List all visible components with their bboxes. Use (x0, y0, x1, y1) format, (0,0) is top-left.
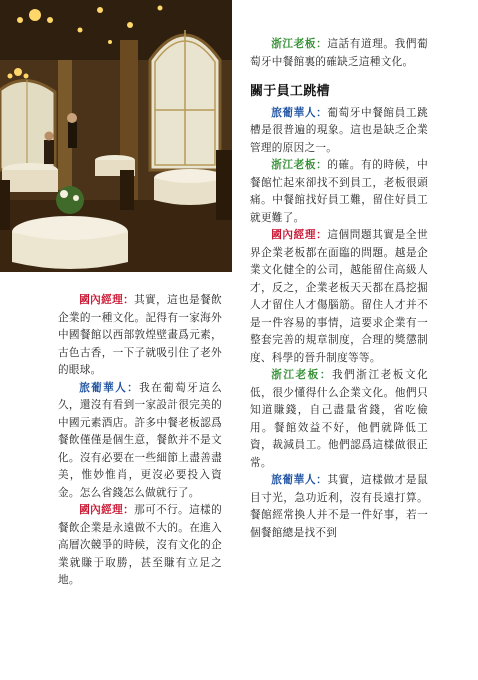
restaurant-photo-illustration (0, 0, 232, 272)
dialogue-text: 那可不行。這樣的餐飲企業是永遠做不大的。在進入高層次競爭的時候，沒有文化的企業就賺于取勝，甚至賺有立足之地。 (58, 504, 222, 586)
dialogue-text: 我在葡萄牙這么久，還沒有看到一家設計很完美的中國元素酒店。許多中餐老板認爲餐飲僅僅是個生意，餐飲并不是文化。沒有必要在一些細節上盡善盡美，惟妙惟肖，更沒必要投入資金。怎么省錢怎么做就行了。 (58, 381, 222, 499)
dialogue-paragraph (58, 292, 222, 380)
dialogue-text: 其實，這也是餐飲企業的一種文化。記得有一家海外中國餐館以西部敦煌壁畫爲元素，古色古香，一下子就吸引住了老外的眼球。 (58, 294, 222, 376)
speaker-label: 國內經理： (271, 229, 328, 241)
speaker-label: 浙江老板： (271, 369, 332, 381)
section-heading: 關于員工跳槽 (250, 84, 330, 99)
speaker-label: 浙江老板： (271, 38, 328, 50)
dialogue-paragraph (250, 227, 428, 367)
dialogue-text: 這個問題其實是全世界企業老板都在面臨的問題。越是企業文化健全的公司，越能留住高級人才，反之，企業老板天天都在爲挖掘人才留住人才傷腦筋。留住人才并不是一件容易的事情，這要求企業有一整套完善的規章制度，合理的獎懲制度、科學的晉升制度等等。 (250, 229, 428, 364)
dialogue-text: 其實，這樣做才是鼠目寸光，急功近利，沒有長遠打算。餐館經常換人并不是一件好事，若一個餐館總是找不到 (250, 474, 428, 539)
dialogue-text: 葡萄牙中餐館員工跳槽是很普遍的現象。這也是缺乏企業管理的原因之一。 (250, 106, 428, 154)
restaurant-interior-photo (0, 0, 232, 272)
speaker-label: 旅葡華人： (271, 106, 328, 119)
speaker-label: 旅葡華人： (79, 381, 140, 394)
dialogue-text: 的確。有的時候，中餐館忙起來卻找不到員工，老板很頭痛。中餐館找好員工難，留住好員工就更難了。 (250, 159, 428, 224)
dialogue-paragraph (250, 36, 428, 71)
dialogue-paragraph (58, 502, 222, 590)
dialogue-paragraph (250, 367, 428, 472)
speaker-label: 旅葡華人： (271, 474, 328, 486)
dialogue-text: 這話有道理。我們葡萄牙中餐館裏的確缺乏這種文化。 (250, 38, 428, 68)
dialogue-paragraph (250, 472, 428, 542)
speaker-label: 浙江老板： (271, 159, 328, 171)
left-text-column (58, 292, 222, 590)
dialogue-paragraph (58, 380, 222, 503)
right-text-column (250, 36, 428, 542)
dialogue-text: 我們浙江老板文化低，很少懂得什么企業文化。他們只知道賺錢，自己盡量省錢，省吃儉用。餐館效益不好，他們就降低工資，裁減員工。他們認爲這樣做很正常。 (250, 369, 428, 469)
speaker-label: 國內經理： (79, 294, 135, 306)
dialogue-paragraph (250, 157, 428, 227)
speaker-label: 國內經理： (79, 504, 135, 516)
dialogue-paragraph (250, 105, 428, 158)
